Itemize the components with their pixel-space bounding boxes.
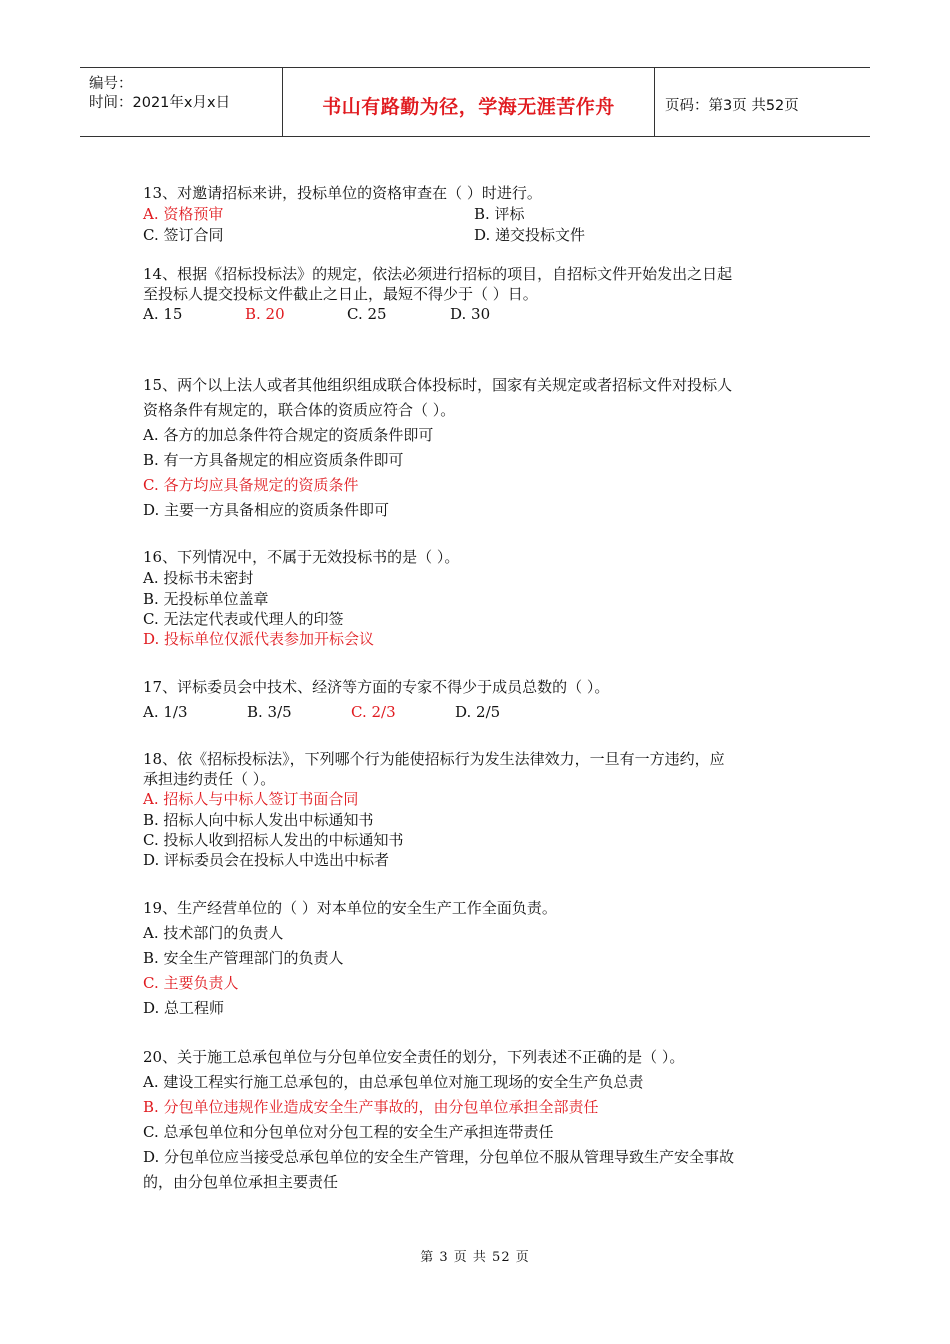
header-page-cell <box>655 68 870 136</box>
option-d: D. 2/5 <box>455 703 501 721</box>
header-motto: 书山有路勤为径，学海无涯苦作舟 <box>322 96 615 118</box>
question-stem: 16、下列情况中，不属于无效投标书的是（ ）。 <box>143 548 460 566</box>
option-c: C. 总承包单位和分包单位对分包工程的安全生产承担连带责任 <box>143 1123 554 1141</box>
option-a: A. 资格预审 <box>143 205 224 223</box>
option-b: B. 招标人向中标人发出中标通知书 <box>143 811 374 829</box>
page-header <box>80 67 870 137</box>
option-d: D. 总工程师 <box>143 999 225 1017</box>
option-d: D. 评标委员会在投标人中选出中标者 <box>143 851 390 869</box>
option-d-continued: 的，由分包单位承担主要责任 <box>143 1173 339 1191</box>
option-c: C. 投标人收到招标人发出的中标通知书 <box>143 831 404 849</box>
option-c: C. 25 <box>347 305 387 323</box>
question-stem: 15、两个以上法人或者其他组织组成联合体投标时，国家有关规定或者招标文件对投标人 <box>143 376 733 394</box>
option-b: B. 评标 <box>474 205 525 223</box>
question-stem: 20、关于施工总承包单位与分包单位安全责任的划分，下列表述不正确的是（ ）。 <box>143 1048 685 1066</box>
question-stem-continued: 至投标人提交投标文件截止之日止，最短不得少于（ ）日。 <box>143 285 538 303</box>
question-stem: 18、依《招标投标法》，下列哪个行为能使招标行为发生法律效力，一旦有一方违约，应 <box>143 750 725 768</box>
option-d: D. 分包单位应当接受总承包单位的安全生产管理，分包单位不服从管理导致生产安全事故 <box>143 1148 735 1166</box>
option-c: C. 2/3 <box>351 703 396 721</box>
page-footer: 第 3 页 共 52 页 <box>420 1250 530 1265</box>
question-stem-continued: 承担违约责任（ ）。 <box>143 770 276 788</box>
question-stem-continued: 资格条件有规定的，联合体的资质应符合（ ）。 <box>143 401 456 419</box>
document-number-label: 编号： <box>89 76 133 92</box>
option-b: B. 有一方具备规定的相应资质条件即可 <box>143 451 404 469</box>
option-b: B. 分包单位违规作业造成安全生产事故的，由分包单位承担全部责任 <box>143 1098 599 1116</box>
option-c: C. 无法定代表或代理人的印签 <box>143 610 344 628</box>
option-b: B. 20 <box>245 305 285 323</box>
option-c: C. 主要负责人 <box>143 974 239 992</box>
option-c: C. 签订合同 <box>143 226 224 244</box>
question-stem: 13、对邀请招标来讲，投标单位的资格审查在（ ）时进行。 <box>143 184 542 202</box>
option-d: D. 投标单位仅派代表参加开标会议 <box>143 630 375 648</box>
option-b: B. 无投标单位盖章 <box>143 590 269 608</box>
header-meta-cell <box>80 68 283 136</box>
option-a: A. 各方的加总条件符合规定的资质条件即可 <box>143 426 434 444</box>
option-a: A. 1/3 <box>143 703 188 721</box>
option-a: A. 建设工程实行施工总承包的，由总承包单位对施工现场的安全生产负总责 <box>143 1073 644 1091</box>
option-d: D. 递交投标文件 <box>474 226 586 244</box>
option-d: D. 主要一方具备相应的资质条件即可 <box>143 501 390 519</box>
header-page-info: 页码：第3页 共52页 <box>665 98 799 114</box>
question-stem: 17、评标委员会中技术、经济等方面的专家不得少于成员总数的（ ）。 <box>143 678 610 696</box>
option-b: B. 3/5 <box>247 703 292 721</box>
option-a: A. 招标人与中标人签订书面合同 <box>143 790 359 808</box>
question-stem: 14、根据《招标投标法》的规定，依法必须进行招标的项目，自招标文件开始发出之日起 <box>143 265 733 283</box>
option-c: C. 各方均应具备规定的资质条件 <box>143 476 359 494</box>
option-d: D. 30 <box>450 305 491 323</box>
option-a: A. 投标书未密封 <box>143 569 254 587</box>
option-b: B. 安全生产管理部门的负责人 <box>143 949 344 967</box>
option-a: A. 15 <box>143 305 183 323</box>
header-motto-cell <box>283 68 655 136</box>
question-stem: 19、生产经营单位的（ ）对本单位的安全生产工作全面负责。 <box>143 899 557 917</box>
option-a: A. 技术部门的负责人 <box>143 924 284 942</box>
document-time-label: 时间：2021年x月x日 <box>89 95 231 111</box>
